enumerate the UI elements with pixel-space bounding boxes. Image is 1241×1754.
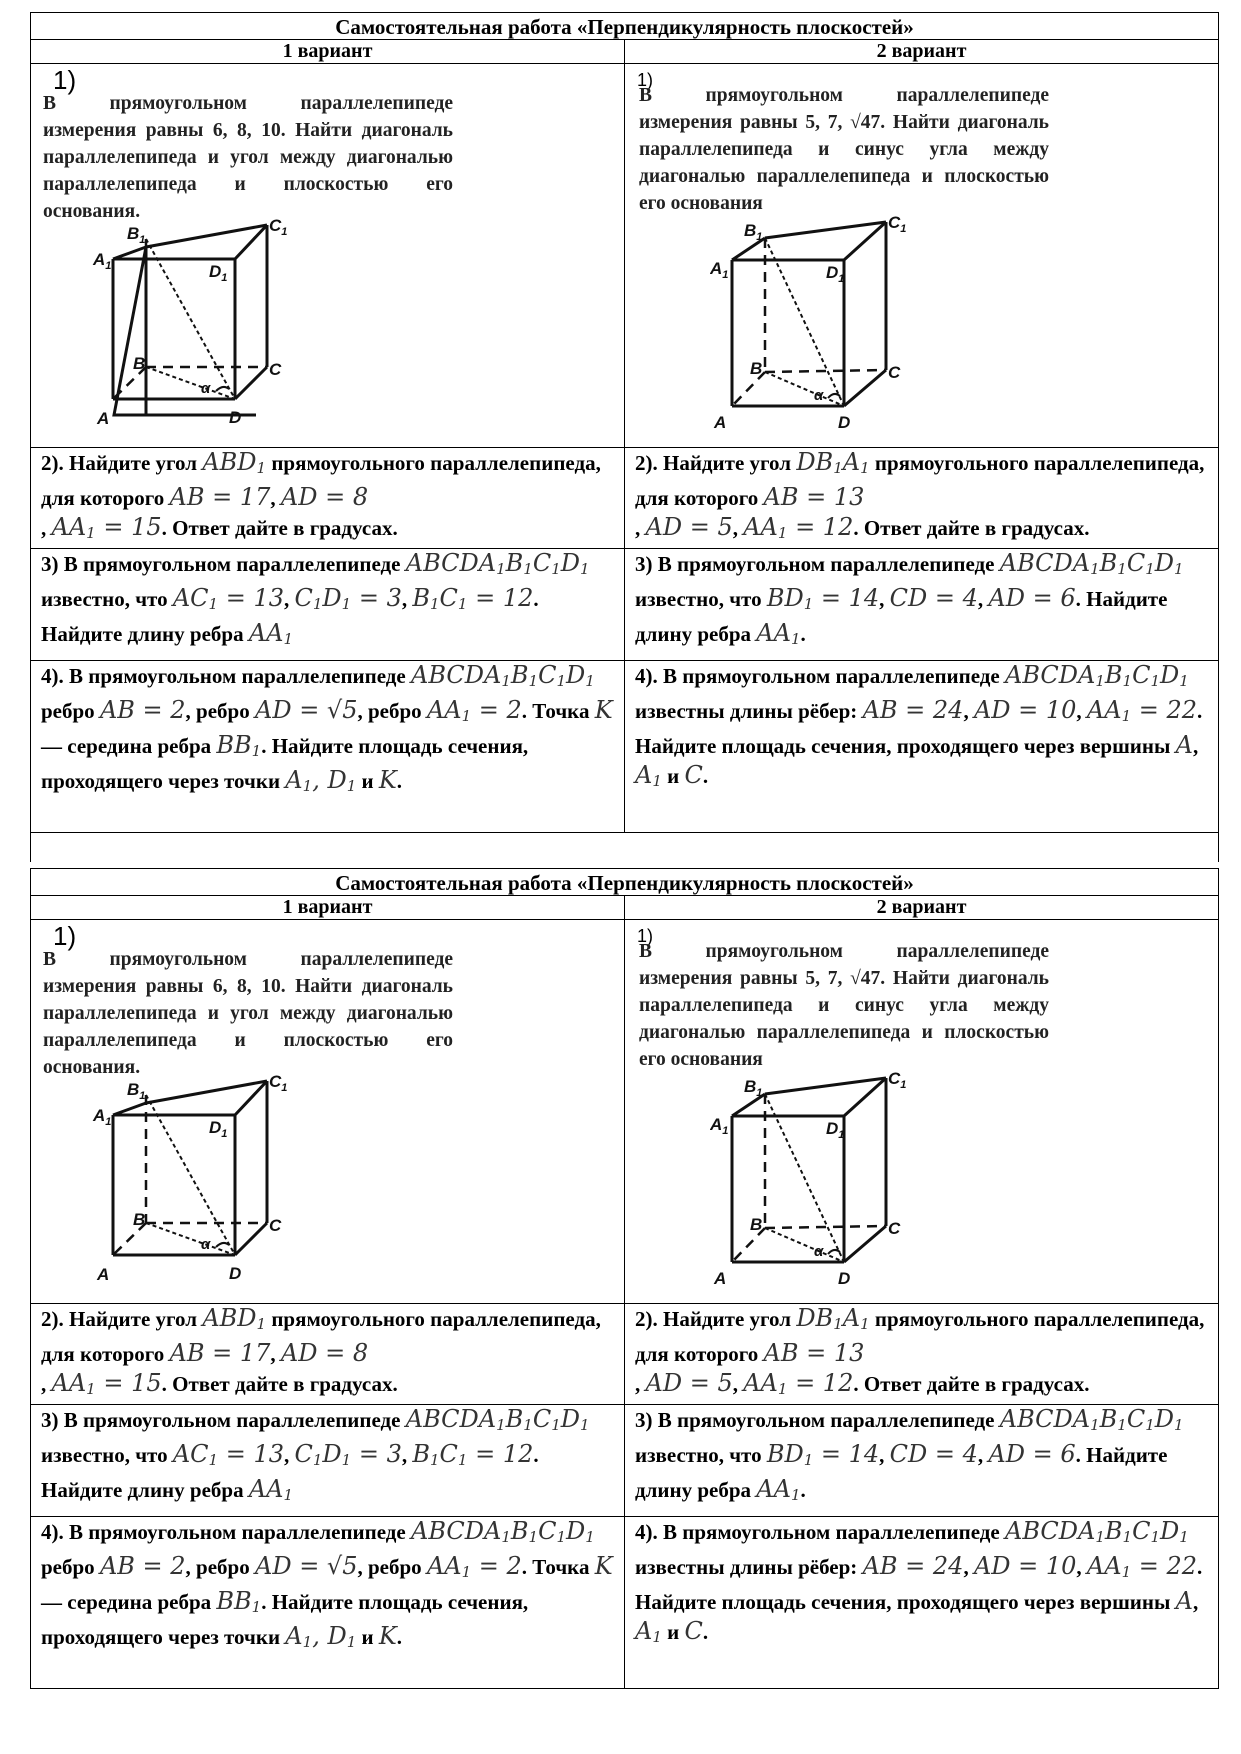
label-a1: $A_1$ — [93, 250, 112, 272]
variant-2-header: 2 вариант — [625, 896, 1219, 920]
v2-problem-2: 2). Найдите угол $DB_1A_1$ прямоугольного параллелепипеда, для которого AB = 13 , AD = 5, $AA_1 = 12$. Ответ дайте в градусах. — [625, 448, 1219, 549]
v2-problem-3: 3) В прямоугольном параллелепипеде $ABCDA_1B_1C_1D_1$ известно, что $BD_1 = 14$, CD = 4, AD = 6. Найдите длину ребра $AA_1$. — [625, 1405, 1219, 1517]
v2-problem-4: 4). В прямоугольном параллелепипеде $ABCDA_1B_1C_1D_1$ известны длины рёбер: AB = 24, AD = 10, $AA_1 = 22$. Найдите площадь сечения, проходящего через вершины A, $A_1$ и C. — [625, 1517, 1219, 1689]
label-b: B — [133, 1210, 146, 1229]
v1-problem-1 — [31, 64, 625, 448]
label-d: D — [838, 1269, 851, 1288]
label-d1: $D_1$ — [826, 263, 845, 285]
worksheet-top — [30, 12, 1219, 862]
label-b1: $B_1$ — [127, 224, 146, 246]
label-b: B — [750, 359, 763, 378]
v1-problem-4: 4). В прямоугольном параллелепипеде $ABCDA_1B_1C_1D_1$ ребро AB = 2, ребро AD = √5, ребро $AA_1 = 2$. Точка K — середина ребра $BB_1$. Найдите площадь сечения, проходящего через точки $A_1$, $D_1$ и K. — [31, 661, 625, 833]
v1-problem-4: 4). В прямоугольном параллелепипеде $ABCDA_1B_1C_1D_1$ ребро AB = 2, ребро AD = √5, ребро $AA_1 = 2$. Точка K — середина ребра $BB_1$. Найдите площадь сечения, проходящего через точки $A_1$, $D_1$ и K. — [31, 1517, 625, 1689]
label-alpha: α — [814, 387, 824, 404]
variant-1-header: 1 вариант — [31, 40, 625, 64]
v1-problem-1 — [31, 920, 625, 1304]
label-c1: $C_1$ — [888, 214, 907, 235]
v1-problem-2: 2). Найдите угол $ABD_1$ прямоугольного параллелепипеда, для которого AB = 17, AD = 8 , $AA_1 = 15$. Ответ дайте в градусах. — [31, 448, 625, 549]
worksheet-bottom — [30, 868, 1219, 1689]
v1-problem-3: 3) В прямоугольном параллелепипеде $ABCDA_1B_1C_1D_1$ известно, что $AC_1 = 13$, $C_1D_1 = 3$, $B_1C_1 = 12$. Найдите длину ребра $AA_1$ — [31, 1405, 625, 1517]
v2-problem-3: 3) В прямоугольном параллелепипеде $ABCDA_1B_1C_1D_1$ известно, что $BD_1 = 14$, CD = 4, AD = 6. Найдите длину ребра $AA_1$. — [625, 549, 1219, 661]
label-alpha: α — [201, 380, 211, 397]
label-a: A — [714, 413, 727, 432]
variant-1-header: 1 вариант — [31, 896, 625, 920]
label-b1: $B_1$ — [744, 1077, 763, 1099]
problem-number: 1) — [637, 926, 654, 946]
label-d1: $D_1$ — [209, 262, 228, 284]
label-a: A — [97, 1265, 110, 1284]
label-alpha: α — [814, 1243, 824, 1260]
parallelepiped-figure — [91, 1075, 341, 1300]
label-d: D — [838, 413, 851, 432]
label-d: D — [229, 408, 242, 427]
label-a1: $A_1$ — [710, 1115, 729, 1137]
label-a: A — [97, 409, 110, 428]
label-c: C — [269, 1216, 282, 1235]
worksheet-title: Самостоятельная работа «Перпендикулярность плоскостей» — [31, 13, 1219, 40]
v2-problem-2: 2). Найдите угол $DB_1A_1$ прямоугольного параллелепипеда, для которого AB = 13 , AD = 5, $AA_1 = 12$. Ответ дайте в градусах. — [625, 1304, 1219, 1405]
parallelepiped-figure — [710, 1070, 920, 1305]
label-b1: $B_1$ — [744, 221, 763, 243]
problem-text: В прямоугольном параллелепипеде измерения равны 5, 7, √47. Найти диагональ параллелепипеда и синус угла между диагональю параллелепипеда и плоскостью его основания — [639, 85, 1049, 214]
worksheet-title: Самостоятельная работа «Перпендикулярность плоскостей» — [31, 869, 1219, 896]
v2-problem-1 — [625, 64, 1219, 448]
sheet-gap — [31, 833, 1219, 863]
label-c1: $C_1$ — [269, 219, 288, 238]
v1-problem-2: 2). Найдите угол $ABD_1$ прямоугольного параллелепипеда, для которого AB = 17, AD = 8 , $AA_1 = 15$. Ответ дайте в градусах. — [31, 1304, 625, 1405]
label-b: B — [750, 1215, 763, 1234]
problem-number: 1) — [53, 65, 77, 95]
label-b1: $B_1$ — [127, 1080, 146, 1102]
label-d1: $D_1$ — [826, 1119, 845, 1141]
label-c: C — [888, 363, 901, 382]
label-a: A — [714, 1269, 727, 1288]
problem-text: В прямоугольном параллелепипеде измерения равны 6, 8, 10. Найти диагональ параллелепипеда и угол между диагональю параллелепипеда и плоскостью его основания. — [43, 93, 453, 222]
label-alpha: α — [201, 1236, 211, 1253]
label-c: C — [269, 360, 282, 379]
v2-problem-1 — [625, 920, 1219, 1304]
problem-number: 1) — [53, 921, 77, 951]
v1-problem-3: 3) В прямоугольном параллелепипеде $ABCDA_1B_1C_1D_1$ известно, что $AC_1 = 13$, $C_1D_1 = 3$, $B_1C_1 = 12$. Найдите длину ребра $AA_1$ — [31, 549, 625, 661]
label-b: B — [133, 354, 146, 373]
label-a1: $A_1$ — [710, 259, 729, 281]
variant-2-header: 2 вариант — [625, 40, 1219, 64]
v2-problem-4: 4). В прямоугольном параллелепипеде $ABCDA_1B_1C_1D_1$ известны длины рёбер: AB = 24, AD = 10, $AA_1 = 22$. Найдите площадь сечения, проходящего через вершины A, $A_1$ и C. — [625, 661, 1219, 833]
problem-number: 1) — [637, 70, 654, 90]
label-d: D — [229, 1264, 242, 1283]
parallelepiped-figure — [710, 214, 920, 449]
label-a1: $A_1$ — [93, 1106, 112, 1128]
problem-text: В прямоугольном параллелепипеде измерения равны 5, 7, √47. Найти диагональ параллелепипеда и синус угла между диагональю параллелепипеда и плоскостью его основания — [639, 941, 1049, 1070]
problem-text: В прямоугольном параллелепипеде измерения равны 6, 8, 10. Найти диагональ параллелепипеда и угол между диагональю параллелепипеда и плоскостью его основания. — [43, 949, 453, 1078]
label-c1: $C_1$ — [269, 1075, 288, 1094]
label-c: C — [888, 1219, 901, 1238]
label-c1: $C_1$ — [888, 1070, 907, 1091]
parallelepiped-figure — [91, 219, 341, 444]
label-d1: $D_1$ — [209, 1118, 228, 1140]
